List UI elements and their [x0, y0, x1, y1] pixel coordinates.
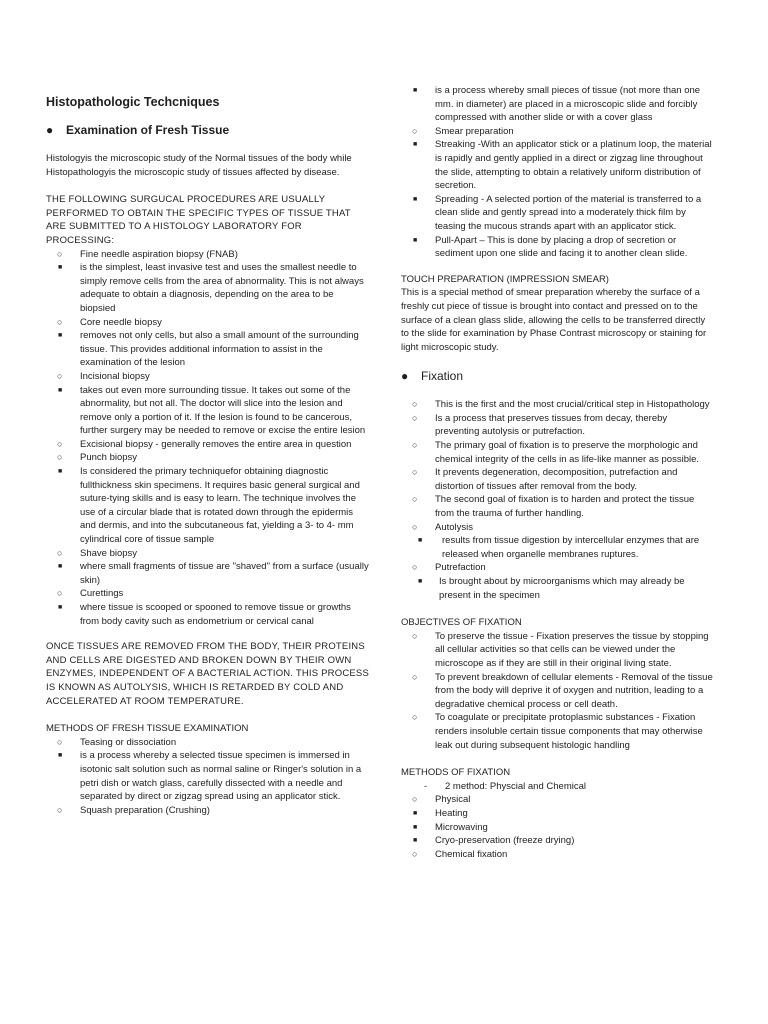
- list-item-text: Is brought about by microorganisms which may already be present in the specimen: [439, 576, 685, 601]
- list-item-text: Is a process that preserves tissues from decay, thereby preventing autolysis or putrefaction.: [435, 412, 668, 438]
- fixation-list: [401, 398, 714, 602]
- list-item-text: results from tissue digestion by intercellular enzymes that are released when organelle membranes ruptures.: [442, 535, 700, 560]
- square-bullet-icon: ■: [413, 141, 418, 149]
- list-item: [46, 804, 371, 818]
- smear-methods-list: [401, 84, 714, 261]
- list-item: [46, 560, 371, 587]
- list-item-text: 2 method: Physcial and Chemical: [445, 780, 586, 792]
- list-item: [401, 534, 714, 561]
- list-item: [401, 671, 714, 712]
- procedures-list: [46, 248, 371, 629]
- list-item: [46, 587, 371, 601]
- list-item-text: It prevents degeneration, decomposition, putrefaction and distortion of tissues after removal from the body.: [435, 467, 678, 492]
- list-item-text: Autolysis: [435, 521, 474, 533]
- section-heading-text: Examination of Fresh Tissue: [66, 123, 230, 137]
- list-item: [401, 630, 714, 671]
- list-item-text: Teasing or dissociation: [80, 736, 177, 748]
- list-item-text: Excisional biopsy - generally removes the entire area in question: [80, 438, 352, 450]
- list-item-text: To preserve the tissue - Fixation preserves the tissue by stopping all cellular activities so that cells can be viewed under the microscope as if they are still in their original living state.: [435, 630, 709, 669]
- list-item: [401, 193, 714, 234]
- square-bullet-icon: ■: [58, 386, 63, 394]
- list-item: [401, 793, 714, 807]
- section-heading-text: Fixation: [421, 369, 464, 384]
- list-item: [401, 521, 714, 535]
- list-item: [401, 234, 714, 261]
- circle-bullet-icon: ○: [57, 316, 63, 327]
- circle-bullet-icon: ○: [412, 440, 418, 451]
- procedures-intro: THE FOLLOWING SURGUCAL PROCEDURES ARE USUALLY PERFORMED TO OBTAIN THE SPECIFIC TYPES OF TISSUE THAT ARE SUBMITTED TO A HISTOLOGY LABORATORY FOR PROCESSING:: [46, 194, 351, 246]
- list-item-text: is a process whereby a selected tissue specimen is immersed in isotonic salt solution such as normal saline or Ringer's solution in a petri dish or watch glass, carefully dissected with a needle and separated by direct or zigzag spread using an applicator stick.: [80, 750, 362, 803]
- list-item: [401, 711, 714, 752]
- list-item-text: The primary goal of fixation is to preserve the morphologic and chemical integrity of the cells in as life-like manner as possible.: [435, 440, 700, 465]
- bullet-dot-icon: ●: [401, 369, 409, 384]
- circle-bullet-icon: ○: [57, 547, 63, 558]
- list-item-text: Smear preparation: [435, 125, 514, 137]
- list-item-text: This is the first and the most crucial/critical step in Histopathology: [435, 399, 710, 411]
- square-bullet-icon: ■: [58, 264, 63, 272]
- list-item-text: is a process whereby small pieces of tissue (not more than one mm. in diameter) are placed in a microscopic slide and forcibly compressed with another slide or with a cover glass: [435, 85, 701, 124]
- list-item-text: where small fragments of tissue are "shaved" from a surface (usually skin): [80, 561, 369, 586]
- list-item-text: Pull-Apart – This is done by placing a drop of secretion or sediment upon one slide and facing it to another clean slide.: [435, 234, 688, 260]
- circle-bullet-icon: ○: [57, 248, 63, 259]
- circle-bullet-icon: ○: [57, 452, 63, 463]
- circle-bullet-icon: ○: [412, 125, 418, 136]
- square-bullet-icon: ■: [413, 236, 418, 244]
- list-item: [401, 807, 714, 821]
- list-item: [46, 736, 371, 750]
- square-bullet-icon: ■: [418, 578, 423, 585]
- list-item-text: The second goal of fixation is to harden and protect the tissue from the trauma of further handling.: [435, 494, 695, 520]
- square-bullet-icon: ■: [58, 468, 63, 476]
- square-bullet-icon: ■: [58, 604, 63, 611]
- list-item: [401, 780, 714, 794]
- touch-prep-heading: TOUCH PREPARATION (IMPRESSION SMEAR): [401, 273, 609, 285]
- section-heading-fixation: [401, 368, 714, 384]
- square-bullet-icon: ■: [413, 87, 418, 94]
- intro-paragraph: Histologyis the microscopic study of the Normal tissues of the body while Histopathologyis the microscopic study of tissues affected by disease.: [46, 153, 352, 178]
- list-item: [401, 398, 714, 412]
- methods-fresh-list: [46, 736, 371, 818]
- list-item: [46, 248, 371, 262]
- list-item: [401, 561, 714, 575]
- circle-bullet-icon: ○: [412, 712, 418, 723]
- circle-bullet-icon: ○: [412, 494, 418, 505]
- list-item: [46, 601, 371, 628]
- list-item-text: Fine needle aspiration biopsy (FNAB): [80, 248, 238, 260]
- list-item: [401, 138, 714, 192]
- square-bullet-icon: ■: [58, 332, 63, 340]
- list-item: [46, 329, 371, 370]
- list-item-text: Curettings: [80, 588, 124, 600]
- objectives-list: [401, 630, 714, 752]
- list-item: [401, 412, 714, 439]
- list-item-text: Streaking -With an applicator stick or a platinum loop, the material is rapidly and gently applied in a direct or zigzag line throughout the slide, attempting to obtain a relatively uniform distribution of secretion.: [435, 139, 712, 192]
- list-item: [46, 451, 371, 465]
- autolysis-paragraph: ONCE TISSUES ARE REMOVED FROM THE BODY, THEIR PROTEINS AND CELLS ARE DIGESTED AND BROKEN DOWN BY THEIR OWN ENZYMES, INDEPENDENT OF A BACTERIAL ACTION. THIS PROCESS IS KNOWN AS AUTOLYSIS, WHICH IS RETARDED BY COLD AND ACCELERATED AT ROOM TEMPERATURE.: [46, 641, 370, 707]
- list-item-text: Microwaving: [435, 821, 488, 833]
- list-item: [401, 821, 714, 835]
- square-bullet-icon: ■: [413, 837, 418, 845]
- circle-bullet-icon: ○: [412, 630, 418, 641]
- square-bullet-icon: ■: [58, 563, 63, 571]
- circle-bullet-icon: ○: [412, 671, 418, 682]
- list-item-text: To prevent breakdown of cellular elements - Removal of the tissue from the body will deprive it of oxygen and nutrition, leading to a degradative chemical process or cell death.: [435, 671, 713, 710]
- circle-bullet-icon: ○: [412, 794, 418, 805]
- circle-bullet-icon: ○: [412, 399, 418, 410]
- list-item: [401, 84, 714, 125]
- list-item-text: Incisional biopsy: [80, 370, 150, 382]
- circle-bullet-icon: ○: [412, 412, 418, 423]
- list-item-text: To coagulate or precipitate protoplasmic substances - Fixation renders insoluble certain tissue components that may otherwise leak out during subsequent histologic handling: [435, 712, 703, 751]
- list-item-text: Is considered the primary techniquefor obtaining diagnostic fullthickness skin specimens. It requires basic general surgical and suture-tying skills and is easy to learn. The technique involves the use of a circular blade that is rotated down through the epidermis and dermis, and into the subcutaneous fat, yielding a 3- to 4- mm cylindrical core of tissue sample: [80, 466, 360, 546]
- square-bullet-icon: ■: [413, 823, 418, 831]
- list-item-text: Chemical fixation: [435, 848, 508, 860]
- circle-bullet-icon: ○: [57, 736, 63, 747]
- list-item-text: Squash preparation (Crushing): [80, 804, 210, 816]
- list-item: [401, 575, 714, 602]
- list-item-text: is the simplest, least invasive test and uses the smallest needle to simply remove cells from the area of abnormality. This is not always adequate to obtain a diagnosis, depending on the area to be biopsied: [80, 262, 364, 314]
- circle-bullet-icon: ○: [412, 562, 418, 573]
- list-item: [46, 438, 371, 452]
- circle-bullet-icon: ○: [412, 467, 418, 478]
- square-bullet-icon: ■: [413, 195, 418, 203]
- circle-bullet-icon: ○: [57, 370, 63, 381]
- square-bullet-icon: ■: [413, 809, 418, 817]
- list-item: [401, 848, 714, 862]
- circle-bullet-icon: ○: [57, 438, 63, 449]
- list-item: [46, 547, 371, 561]
- list-item-text: Core needle biopsy: [80, 316, 162, 328]
- list-item-text: Punch biopsy: [80, 452, 138, 464]
- circle-bullet-icon: ○: [412, 521, 418, 532]
- objectives-heading: OBJECTIVES OF FIXATION: [401, 617, 522, 629]
- list-item: [401, 439, 714, 466]
- right-column: [401, 84, 714, 861]
- list-item: [46, 261, 371, 315]
- list-item-text: Shave biopsy: [80, 547, 138, 559]
- list-item-text: Cryo-preservation (freeze drying): [435, 835, 575, 847]
- list-item: [401, 834, 714, 848]
- circle-bullet-icon: ○: [57, 804, 63, 815]
- list-item: [401, 125, 714, 139]
- dash-bullet-icon: -: [424, 780, 427, 791]
- circle-bullet-icon: ○: [412, 848, 418, 859]
- methods-fixation-list: [401, 780, 714, 862]
- square-bullet-icon: ■: [418, 537, 423, 545]
- list-item-text: takes out even more surrounding tissue. It takes out some of the abnormality, but not all. The doctor will slice into the lesion and remove only a portion of it. If the lesion is found to be cancerous, further surgery may be needed to remove or excise the entire lesion: [80, 384, 366, 437]
- list-item-text: where tissue is scooped or spooned to remove tissue or growths from body cavity such as endometrium or cervical canal: [80, 602, 351, 627]
- methods-fresh-heading: METHODS OF FRESH TISSUE EXAMINATION: [46, 723, 249, 735]
- list-item: [46, 749, 371, 803]
- list-item: [46, 316, 371, 330]
- bullet-dot-icon: ●: [46, 123, 54, 137]
- list-item-text: Physical: [435, 794, 471, 806]
- list-item: [46, 465, 371, 547]
- circle-bullet-icon: ○: [57, 588, 63, 599]
- section-heading-fresh-tissue: [46, 122, 371, 138]
- list-item-text: Putrefaction: [435, 562, 486, 574]
- list-item: [46, 384, 371, 438]
- document-title: Histopathologic Techcniques: [46, 95, 220, 109]
- list-item: [401, 466, 714, 493]
- touch-prep-paragraph: This is a special method of smear preparation whereby the surface of a freshly cut piece of tissue is brought into contact and pressed on to the surface of a clean glass slide, allowing the cells to be transferred directly to the slide for examination by Phase Contrast microscopy or staining for light microscopic study.: [401, 287, 707, 353]
- square-bullet-icon: ■: [58, 752, 63, 760]
- methods-fixation-heading: METHODS OF FIXATION: [401, 767, 511, 779]
- left-column: [46, 84, 371, 817]
- list-item-text: Spreading - A selected portion of the material is transferred to a clean slide and gently spread into a moderately thick film by teasing the mucous strands apart with an applicator stick.: [435, 193, 702, 232]
- list-item-text: removes not only cells, but also a small amount of the surrounding tissue. This provides additional information to assist in the examination of the lesion: [80, 330, 359, 369]
- list-item: [401, 493, 714, 520]
- list-item: [46, 370, 371, 384]
- list-item-text: Heating: [435, 807, 468, 819]
